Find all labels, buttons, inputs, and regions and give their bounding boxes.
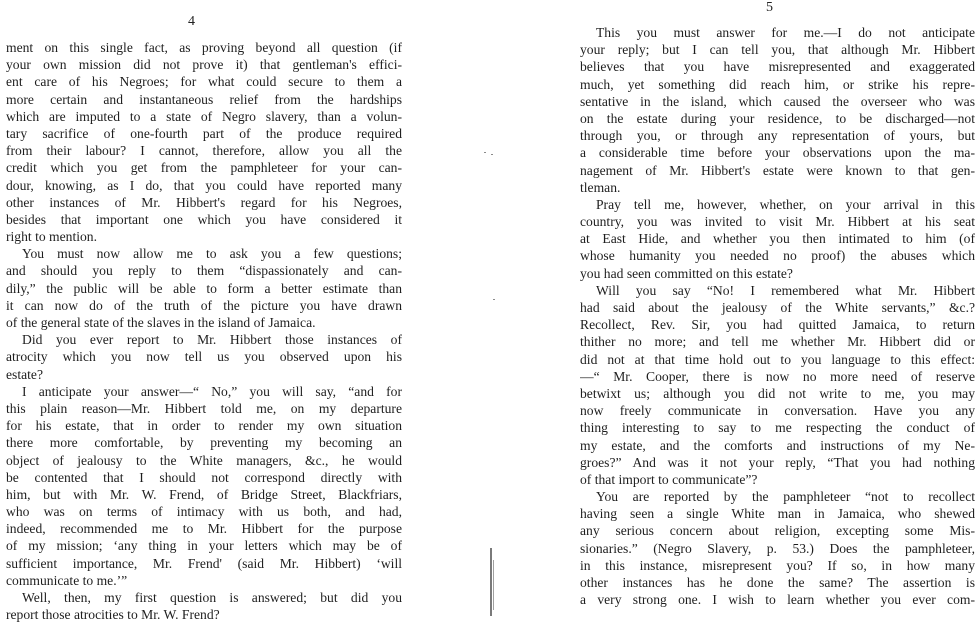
text-line: in this instance, misrepresent you? If so, in how many (580, 557, 975, 573)
text-line: now freely communicate in conversation. Have you any (580, 403, 975, 419)
text-line: besides that important one which you have considered it (6, 211, 402, 227)
text-line: groes?” And was it not your reply, “That you had nothing (580, 454, 975, 470)
text-line: dour, knowing, as I do, that you could have reported many (6, 177, 402, 193)
text-line: of my mission; ‘any thing in your letters which may be of (6, 538, 402, 554)
scan-speck (491, 154, 493, 155)
text-line: report those atrocities to Mr. W. Frend? (6, 607, 220, 623)
text-line: of the general state of the slaves in the island of Jamaica. (6, 315, 316, 330)
text-line: believes that you have misrepresented and exaggerated (580, 59, 975, 75)
text-line: had said about the jealousy of the White servants,” &c.? (580, 300, 975, 315)
text-line: this plain reason—Mr. Hibbert told me, on my departure (6, 400, 402, 416)
text-line: you had seen committed on this estate? (580, 265, 793, 281)
text-line: country, you was invited to visit Mr. Hibbert at his seat (580, 214, 975, 230)
text-line: thither no more; and tell me whether Mr. Hibbert did or (580, 334, 975, 350)
text-line: betwixt us; although you did not write to me, you may (580, 385, 975, 401)
binding-shadow-mark (493, 560, 494, 610)
text-line: did not at that time hold out to you language to this effect: (580, 351, 975, 367)
left-page (0, 0, 470, 623)
text-line: thing interesting to say to me respecting the conduct of (580, 420, 975, 436)
text-line: estate? (6, 366, 43, 382)
text-line: You must now allow me to ask you a few questions; (22, 246, 402, 262)
text-line: sentative in the island, which caused the overseer who was (580, 93, 975, 109)
text-line: Recollect, Rev. Sir, you had quitted Jamaica, to return (580, 317, 975, 333)
text-line: This you must answer for me.—I do not anticipate (596, 25, 975, 40)
text-line: be contented that I should not correspond directly with (6, 469, 402, 485)
text-line: sufficient importance, Mr. Frend' (said Mr. Hibbert) ‘will (6, 555, 402, 571)
text-line: object of jealousy to the White managers, &c., he would (6, 452, 402, 468)
text-line: it can now do of the truth of the picture you have drawn (6, 297, 402, 313)
text-line: my estate, and the comforts and instructions of my Ne- (580, 437, 975, 453)
text-line: which are imputed to a state of Negro slavery, than a volun- (6, 108, 402, 124)
text-line: your reply; but I can tell you, that although Mr. Hibbert (580, 42, 975, 58)
text-line: having seen a single White man in Jamaica, who shewed (580, 506, 975, 522)
page-number: 5 (766, 0, 773, 15)
text-line: Did you ever report to Mr. Hibbert those instances of (22, 332, 402, 348)
text-line: tary sacrifice of one-fourth part of the produce required (6, 125, 402, 141)
text-line: nagement of Mr. Hibbert's estate were known to that gen- (580, 162, 975, 178)
text-line: I anticipate your answer—“ No,” you will say, “and for (22, 383, 402, 399)
text-line: a very strong one. I wish to learn whether you ever com- (580, 592, 975, 608)
text-line: credit which you get from the pamphleteer for your can- (6, 160, 402, 176)
page-body-text (580, 24, 975, 608)
text-line: on the estate during your residence, to be discharged—not (580, 110, 975, 126)
scan-speck (484, 152, 486, 153)
text-line: sionaries.” (Negro Slavery, p. 53.) Does the pamphleteer, (580, 540, 975, 556)
text-line: more certain and instantaneous relief from the hardships (6, 91, 402, 107)
page-number: 4 (188, 14, 195, 29)
text-line: indeed, recommended me to Mr. Hibbert for the purpose (6, 521, 402, 537)
right-page (498, 0, 980, 623)
text-line: him, but with Mr. W. Frend, of Bridge Street, Blackfriars, (6, 486, 402, 502)
text-line: your own mission did not prove it) that gentleman's effici- (6, 57, 402, 73)
text-line: much, yet something did reach him, or strike his repre- (580, 76, 975, 92)
text-line: and should you reply to them “dispassionately and can- (6, 263, 402, 279)
text-line: through you, or through any representation of yours, but (580, 128, 975, 144)
text-line: atrocity which you now tell us you observed upon his (6, 349, 402, 365)
text-line: right to mention. (6, 229, 97, 245)
text-line: ment on this single fact, as proving beyond all question (if (6, 40, 402, 55)
text-line: any serious concern about religion, excepting some Mis- (580, 523, 975, 539)
text-line: who was on terms of intimacy with us both, and had, (6, 504, 402, 520)
text-line: —“ Mr. Cooper, there is now no more need of reserve (580, 368, 975, 384)
page-body-text (6, 39, 402, 623)
text-line: at East Hide, and whether you then intimated to him (of (580, 231, 975, 247)
text-line: Will you say “No! I remembered what Mr. Hibbert (596, 282, 975, 298)
text-line: a considerable time before your observations upon the ma- (580, 145, 975, 161)
text-line: whose humanity you needed no proof) the abuses which (580, 248, 975, 264)
text-line: You are reported by the pamphleteer “not to recollect (596, 489, 975, 505)
text-line: ent care of his Negroes; for what could secure to them a (6, 74, 402, 90)
text-line: Pray tell me, however, whether, on your arrival in this (596, 196, 975, 212)
text-line: from their labour? I cannot, therefore, allow you all the (6, 143, 402, 159)
text-line: other instances of Mr. Hibbert's regard for his Negroes, (6, 194, 402, 210)
text-line: other instances has he done the same? The assertion is (580, 575, 975, 590)
text-line: tleman. (580, 179, 621, 195)
text-line: Well, then, my first question is answered; but did you (22, 590, 402, 605)
text-line: for his estate, that in order to render my own situation (6, 418, 402, 434)
binding-shadow-mark (490, 548, 492, 616)
text-line: communicate to me.’” (6, 572, 128, 588)
text-line: there more comfortable, by preventing my becoming an (6, 435, 402, 451)
text-line: dily,” the public will be able to form a better estimate than (6, 280, 402, 296)
text-line: of that import to communicate”? (580, 471, 758, 487)
scan-speck (493, 299, 495, 300)
